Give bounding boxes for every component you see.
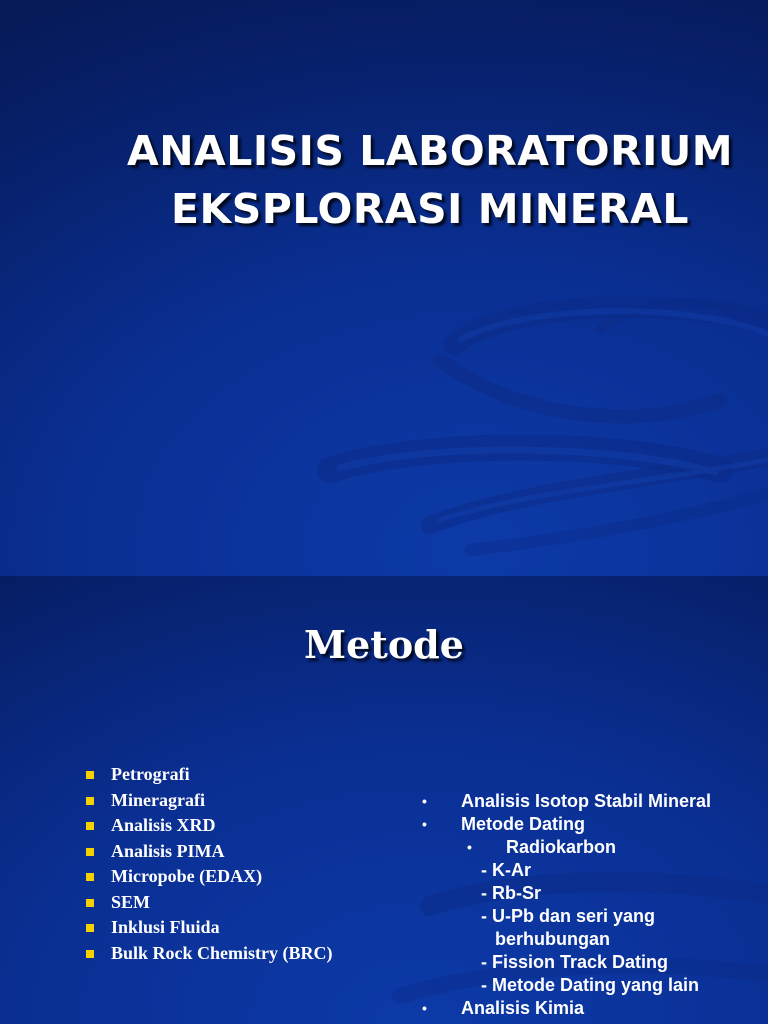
round-bullet-icon: • — [422, 816, 427, 832]
list-item: Analisis XRD — [86, 815, 333, 841]
list-item: Bulk Rock Chemistry (BRC) — [86, 943, 333, 969]
list-item: SEM — [86, 892, 333, 918]
slide-title — [60, 122, 768, 238]
title-line-1: ANALISIS LABORATORIUM — [126, 127, 734, 175]
title-line-2: EKSPLORASI MINERAL — [170, 185, 690, 233]
slide-title: Metode — [304, 622, 464, 667]
list-item: Mineragrafi — [86, 790, 333, 816]
method-list-left — [86, 764, 333, 968]
square-bullet-icon — [86, 797, 94, 805]
square-bullet-icon — [86, 848, 94, 856]
square-bullet-icon — [86, 771, 94, 779]
square-bullet-icon — [86, 873, 94, 881]
list-item: Petrografi — [86, 764, 333, 790]
methods-slide: Metode Petrografi Mineragrafi Analisis XRD Analisis PIMA Micropobe (EDAX) SEM Inklusi Fluida Bulk Rock Chemistry (BRC) • Analisis Isotop Stabil Mineral • Metode Dating • Radiokarbon - K-Ar - Rb-Sr - U-Pb dan seri yang berhubungan - Fission Track Dating - Metode Dating yang lain • Analisis Kimia — [0, 576, 768, 1024]
round-bullet-icon: • — [422, 1000, 427, 1016]
list-item: Inklusi Fluida — [86, 917, 333, 943]
list-item: Micropobe (EDAX) — [86, 866, 333, 892]
round-bullet-icon: • — [422, 793, 427, 809]
square-bullet-icon — [86, 950, 94, 958]
square-bullet-icon — [86, 822, 94, 830]
square-bullet-icon — [86, 924, 94, 932]
square-bullet-icon — [86, 899, 94, 907]
list-item: Analisis PIMA — [86, 841, 333, 867]
round-bullet-icon: • — [467, 839, 472, 855]
